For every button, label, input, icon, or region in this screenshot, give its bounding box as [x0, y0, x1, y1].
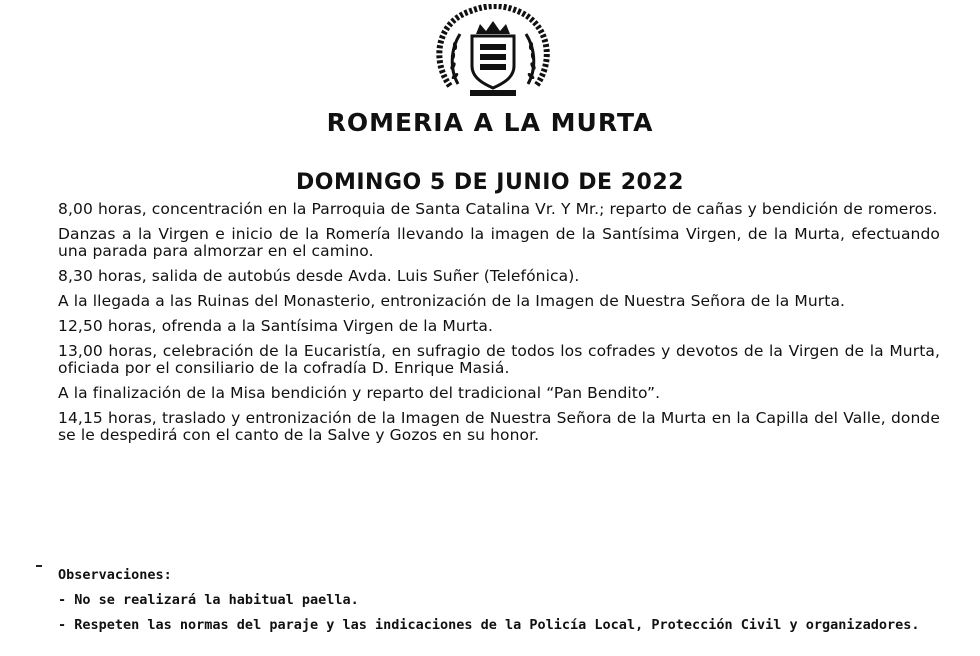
- page-title: ROMERIA A LA MURTA: [326, 108, 654, 137]
- program-list: [58, 201, 940, 452]
- program-item: 12,50 horas, ofrenda a la Santísima Virgen de la Murta.: [58, 317, 494, 335]
- program-item: Danzas a la Virgen e inicio de la Romería llevando la imagen de la Santísima Virgen, de la Murta, efectuando una parada para almorzar en el camino.: [58, 225, 940, 260]
- observations-list: [58, 592, 940, 633]
- program-item: 14,15 horas, traslado y entronización de la Imagen de Nuestra Señora de la Murta en la Capilla del Valle, donde se le despedirá con el canto de la Salve y Gozos en su honor.: [58, 409, 940, 444]
- program-item: 13,00 horas, celebración de la Eucaristía, en sufragio de todos los cofrades y devotos de la Virgen de la Murta, oficiada por el consiliario de la cofradía D. Enrique Masiá.: [58, 342, 940, 377]
- observations-section: [58, 567, 940, 642]
- seal-graphic: [428, 4, 558, 100]
- program-item: 8,00 horas, concentración en la Parroquia de Santa Catalina Vr. Y Mr.; reparto de cañas y bendición de romeros.: [58, 200, 938, 218]
- program-item: A la llegada a las Ruinas del Monasterio, entronización de la Imagen de Nuestra Señora de la Murta.: [58, 292, 846, 310]
- program-item: A la finalización de la Misa bendición y reparto del tradicional “Pan Bendito”.: [58, 384, 661, 402]
- margin-mark: [36, 565, 42, 567]
- observation-item: - Respeten las normas del paraje y las indicaciones de la Policía Local, Protección Civil y organizadores.: [58, 617, 920, 633]
- observations-title: Observaciones:: [58, 567, 172, 583]
- event-date: DOMINGO 5 DE JUNIO DE 2022: [296, 170, 684, 195]
- observation-item: - No se realizará la habitual paella.: [58, 592, 359, 608]
- cofradia-seal-icon: [428, 4, 558, 100]
- program-item: 8,30 horas, salida de autobús desde Avda. Luis Suñer (Telefónica).: [58, 267, 580, 285]
